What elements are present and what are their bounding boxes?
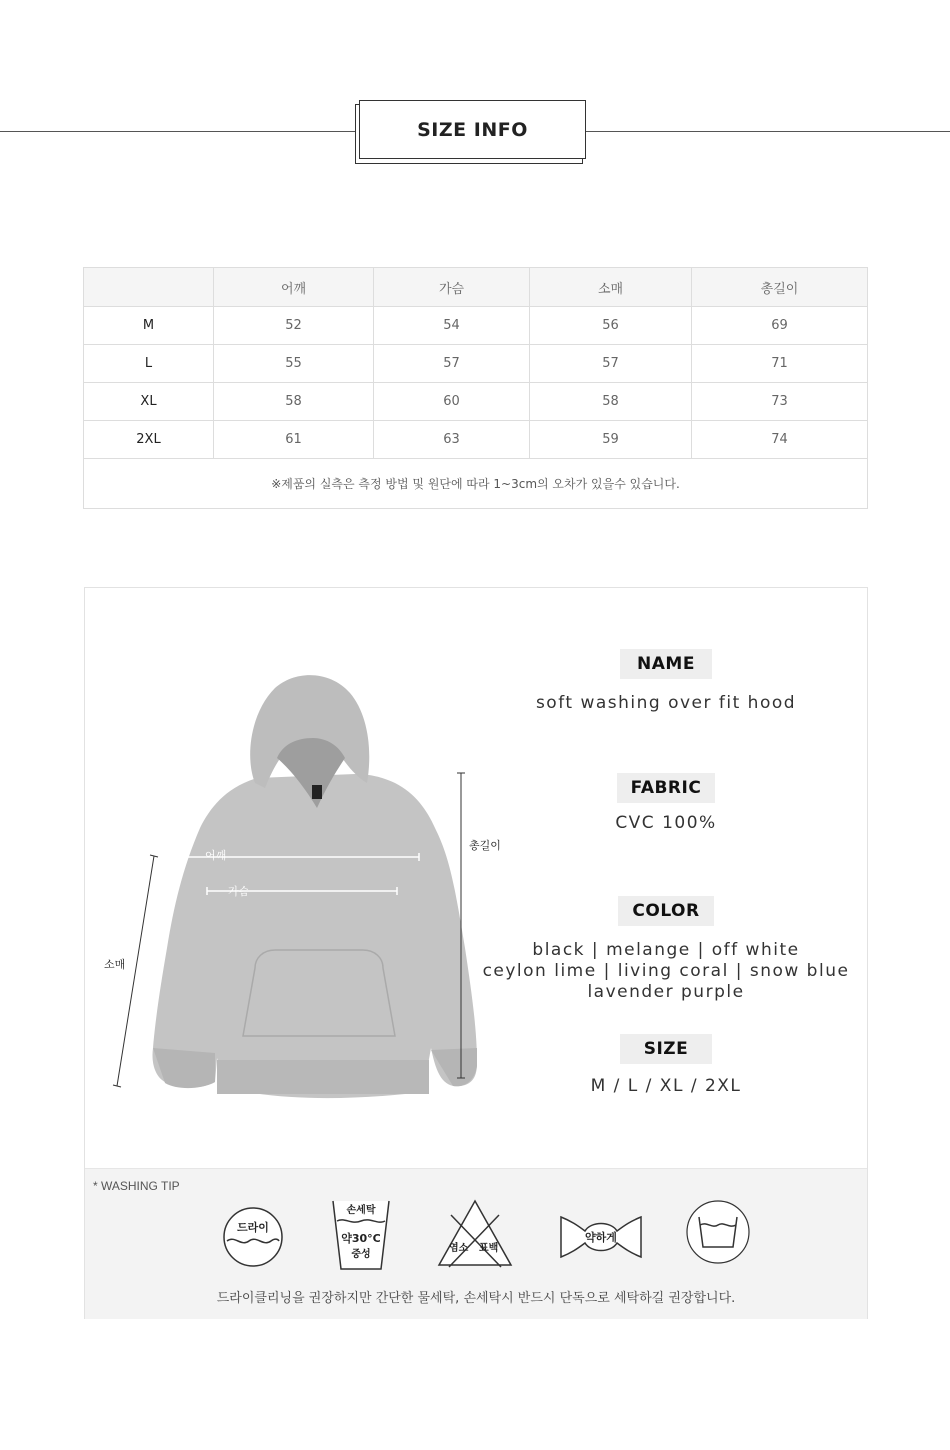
- hoodie-label: [312, 785, 322, 799]
- washing-tip-label: * WASHING TIP: [93, 1179, 180, 1193]
- table-header-row: [84, 268, 868, 307]
- hoodie-cuff-left: [153, 1048, 215, 1088]
- cell-shoulder: 61: [214, 421, 374, 459]
- product-info-panel: [84, 587, 868, 1319]
- cell-length: 74: [692, 421, 868, 459]
- cell-sleeve: 57: [530, 345, 692, 383]
- fabric-block: [530, 773, 802, 834]
- cell-chest: 60: [374, 383, 530, 421]
- length-label: 총길이: [469, 839, 501, 852]
- hand-wash-detergent: 중성: [351, 1249, 371, 1260]
- size-label: SIZE: [620, 1034, 712, 1064]
- hand-wash-temp: 약30°C: [341, 1232, 381, 1245]
- cell-sleeve: 58: [530, 383, 692, 421]
- washing-caption: 드라이클리닝을 권장하지만 간단한 물세탁, 손세탁시 반드시 단독으로 세탁하길 권장합니다.: [216, 1291, 736, 1306]
- water-wash-icon: [685, 1199, 751, 1265]
- shoulder-label: 어깨: [205, 849, 227, 862]
- row-size-label: 2XL: [84, 421, 214, 459]
- name-value: soft washing over fit hood: [535, 693, 797, 713]
- column-header-size: [84, 268, 214, 307]
- cell-chest: 63: [374, 421, 530, 459]
- gentle-wring-text: 약하게: [585, 1231, 617, 1244]
- column-header-length: 총길이: [692, 268, 868, 307]
- cell-length: 69: [692, 307, 868, 345]
- color-value-line1: black | melange | off white: [532, 940, 800, 960]
- column-header-shoulder: 어깨: [214, 268, 374, 307]
- cell-chest: 54: [374, 307, 530, 345]
- header-rule-right: [585, 131, 950, 132]
- gentle-wring-icon: [559, 1213, 643, 1261]
- table-row: [84, 383, 868, 421]
- hoodie-hem: [217, 1060, 429, 1094]
- table-row: [84, 421, 868, 459]
- page-title: SIZE INFO: [417, 118, 528, 141]
- color-value-line3: lavender purple: [587, 982, 745, 1002]
- cell-sleeve: 56: [530, 307, 692, 345]
- size-table: [83, 267, 868, 509]
- fabric-label: FABRIC: [617, 773, 716, 803]
- hoodie-illustration: [105, 658, 525, 1118]
- name-block: [530, 649, 802, 714]
- table-row: [84, 307, 868, 345]
- hand-wash-text: 손세탁: [346, 1205, 376, 1216]
- color-label: COLOR: [618, 896, 713, 926]
- no-bleach-icon: [437, 1199, 513, 1269]
- chest-label: 가슴: [228, 885, 250, 898]
- header-rule-left: [0, 131, 356, 132]
- row-size-label: M: [84, 307, 214, 345]
- row-size-label: XL: [84, 383, 214, 421]
- bleach-text: 표백: [479, 1243, 499, 1254]
- cell-shoulder: 58: [214, 383, 374, 421]
- washing-tip-section: [85, 1168, 867, 1319]
- bleach-chlorine-text: 염소: [449, 1243, 469, 1254]
- sleeve-label: 소매: [104, 958, 126, 971]
- size-value: M / L / XL / 2XL: [590, 1076, 742, 1096]
- cell-length: 73: [692, 383, 868, 421]
- cell-length: 71: [692, 345, 868, 383]
- dry-clean-text: 드라이: [237, 1221, 269, 1234]
- cell-sleeve: 59: [530, 421, 692, 459]
- row-size-label: L: [84, 345, 214, 383]
- header-box: [359, 100, 586, 159]
- cell-chest: 57: [374, 345, 530, 383]
- color-value-line2: ceylon lime | living coral | snow blue: [482, 961, 850, 981]
- name-label: NAME: [620, 649, 712, 679]
- fabric-value: CVC 100%: [615, 813, 717, 833]
- column-header-sleeve: 소매: [530, 268, 692, 307]
- table-note-row: [84, 459, 868, 509]
- measurement-note: ※제품의 실측은 측정 방법 및 원단에 따라 1~3cm의 오차가 있을수 있습니다.: [84, 459, 868, 509]
- hand-wash-icon: [329, 1199, 393, 1275]
- column-header-chest: 가슴: [374, 268, 530, 307]
- cell-shoulder: 55: [214, 345, 374, 383]
- size-block: [530, 1034, 802, 1097]
- color-block: [480, 896, 852, 1003]
- cell-shoulder: 52: [214, 307, 374, 345]
- dry-clean-icon: [221, 1205, 291, 1275]
- table-row: [84, 345, 868, 383]
- hoodie-body: [153, 774, 477, 1098]
